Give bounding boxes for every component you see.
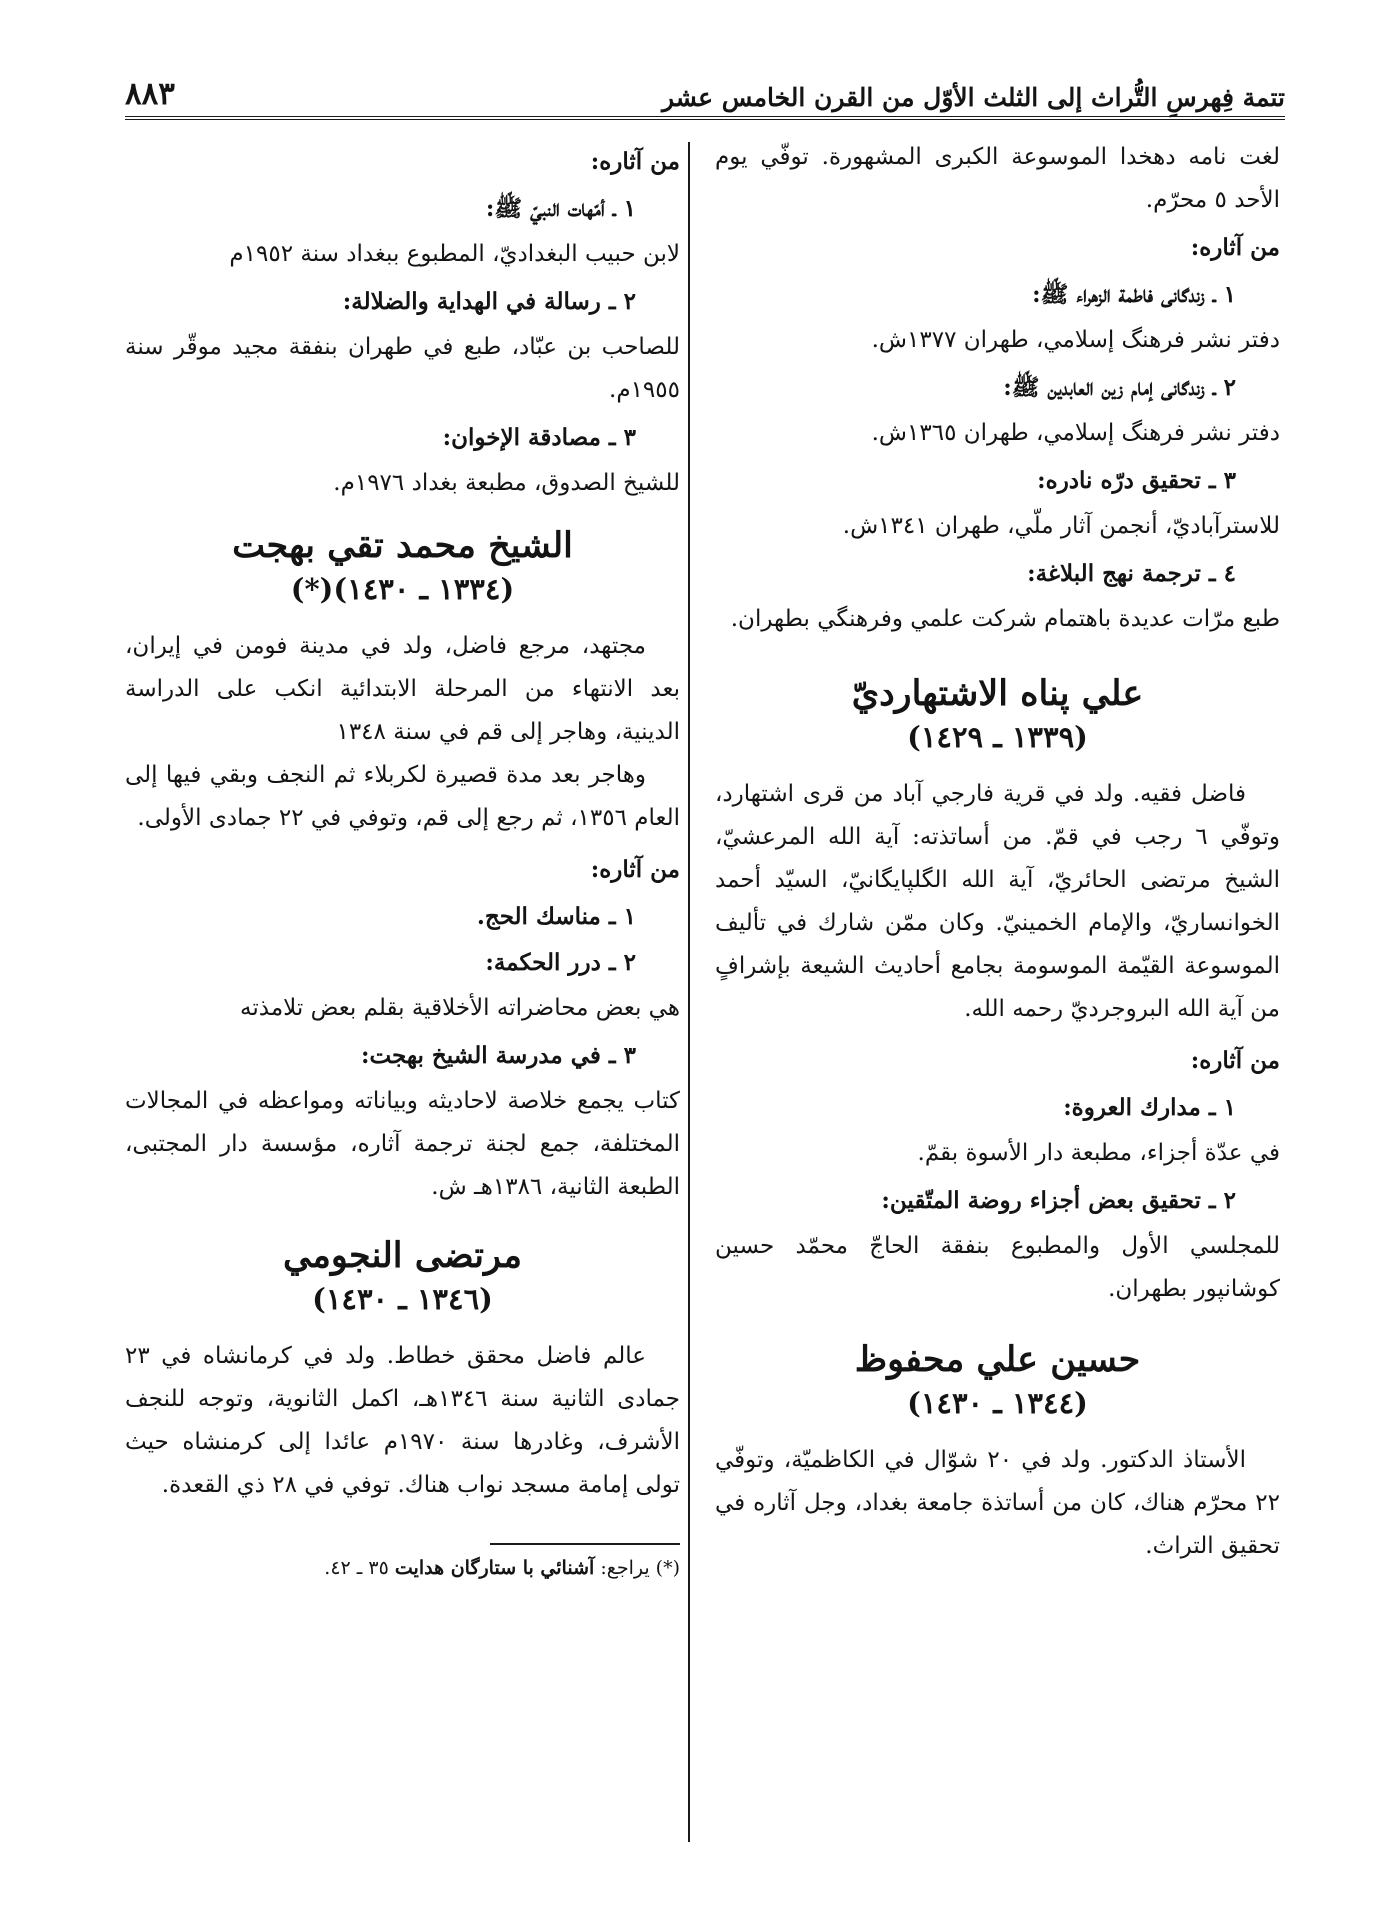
section-title: مرتضى النجومي bbox=[282, 1235, 523, 1276]
work-description: هي بعض محاضراته الأخلاقية بقلم بعض تلامذته bbox=[240, 995, 680, 1021]
work-description: للاسترآباديّ، أنجمن آثار ملّي، طهران ١٣٤١ش. bbox=[842, 513, 1280, 539]
section-title: الشيخ محمد تقي بهجت bbox=[232, 525, 573, 566]
section-dates: (١٣٤٤ ـ ١٤٣٠) bbox=[907, 1386, 1088, 1420]
biography-paragraph: عالم فاضل محقق خطاط. ولد في كرمانشاه في ٢٣ جمادى الثانية سنة ١٣٤٦هـ، اكمل الثانوية، وتوجه للنجف الأشرف، وغادرها سنة ١٩٧٠م عائدا إلى كرمنشاه حيث تولى إمامة مسجد نواب هناك. توفي في ٢٨ ذي القعدة. bbox=[125, 1343, 680, 1498]
work-description: للصاحب بن عبّاد، طبع في طهران بنفقة مجيد موقّر سنة ١٩٥٥م. bbox=[125, 334, 680, 403]
footnote-source: آشنائي با ستارگان هدايت bbox=[394, 1557, 595, 1579]
page-header bbox=[125, 70, 1285, 120]
work-title: ٣ ـ في مدرسة الشيخ بهجت: bbox=[360, 1042, 636, 1069]
section-dates: (١٣٤٦ ـ ١٤٣٠) bbox=[312, 1282, 493, 1316]
column-divider bbox=[688, 142, 690, 1842]
intro-paragraph: لغت نامه دهخدا الموسوعة الكبرى المشهورة. توفّي يوم الأحد ٥ محرّم. bbox=[715, 144, 1280, 213]
page-number: ٨٨٣ bbox=[125, 76, 175, 112]
biography-paragraph: الأستاذ الدكتور. ولد في ٢٠ شوّال في الكاظميّة، وتوفّي ٢٢ محرّم هناك، كان من أساتذة جامعة بغداد، وجل آثاره في تحقيق التراث. bbox=[715, 1447, 1280, 1559]
work-title: ٢ ـ رسالة في الهداية والضلالة: bbox=[342, 288, 636, 315]
work-title: ٣ ـ مصادقة الإخوان: bbox=[442, 424, 636, 451]
works-heading: من آثاره: bbox=[1190, 1047, 1280, 1074]
section-dates: (١٣٣٤ ـ ١٤٣٠)(*) bbox=[290, 572, 515, 606]
footnote bbox=[125, 1553, 680, 1583]
section-dates: (١٣٣٩ ـ ١٤٢٩) bbox=[907, 720, 1088, 754]
work-title: ٢ ـ درر الحكمة: bbox=[485, 949, 636, 976]
work-description: كتاب يجمع خلاصة لاحاديثه وبياناته ومواعظه في المجالات المختلفة، جمع لجنة ترجمة آثاره، مؤسسة دار المجتبى، الطبعة الثانية، ١٣٨٦هـ ش. bbox=[125, 1088, 680, 1200]
biography-paragraph: مجتهد، مرجع فاضل، ولد في مدينة فومن في إيران، بعد الانتهاء من المرحلة الابتدائية انكب على الدراسة الدينية، وهاجر إلى قم في سنة ١٣٤٨ bbox=[125, 633, 680, 745]
works-heading: من آثاره: bbox=[590, 148, 680, 175]
footnote-rule bbox=[490, 1543, 680, 1545]
right-column bbox=[715, 136, 1280, 1568]
work-description: لابن حبيب البغداديّ، المطبوع ببغداد سنة ١٩٥٢م bbox=[229, 241, 680, 267]
work-description: في عدّة أجزاء، مطبعة دار الأسوة بقمّ. bbox=[917, 1140, 1280, 1166]
work-title: ١ ـ أمّهات النبيّ ﷺ: bbox=[485, 195, 636, 222]
running-head: تتمة فِهرسِ التُّراث إلى الثلث الأوّل من القرن الخامس عشر bbox=[661, 83, 1285, 112]
work-title: ١ ـ مدارك العروة: bbox=[1063, 1094, 1236, 1121]
footnote-lead: يراجع: bbox=[600, 1557, 650, 1579]
footnote-pages: ٣٥ ـ ٤٢. bbox=[324, 1557, 389, 1579]
work-title: ٤ ـ ترجمة نهج البلاغة: bbox=[1027, 560, 1236, 587]
works-heading: من آثاره: bbox=[1190, 234, 1280, 261]
work-title: ٢ ـ تحقيق بعض أجزاء روضة المتّقين: bbox=[881, 1187, 1236, 1214]
work-title: ١ ـ مناسك الحج. bbox=[476, 903, 636, 930]
work-description: للمجلسي الأول والمطبوع بنفقة الحاجّ محمّد حسين كوشانپور بطهران. bbox=[715, 1233, 1280, 1302]
work-description: للشيخ الصدوق، مطبعة بغداد ١٩٧٦م. bbox=[333, 470, 680, 496]
left-column bbox=[125, 136, 680, 1583]
work-description: دفتر نشر فرهنگ إسلامي، طهران ١٣٧٧ش. bbox=[871, 327, 1280, 353]
work-description: طبع مرّات عديدة باهتمام شركت علمي وفرهنگي بطهران. bbox=[730, 606, 1280, 632]
biography-paragraph: وهاجر بعد مدة قصيرة لكربلاء ثم النجف وبقي فيها إلى العام ١٣٥٦، ثم رجع إلى قم، وتوفي في ٢٢ جمادى الأولى. bbox=[125, 762, 680, 831]
work-description: دفتر نشر فرهنگ إسلامي، طهران ١٣٦٥ش. bbox=[871, 420, 1280, 446]
section-title: علي پناه الاشتهارديّ bbox=[851, 673, 1144, 714]
works-heading: من آثاره: bbox=[590, 856, 680, 883]
work-title: ٣ ـ تحقيق درّه نادره: bbox=[1037, 467, 1236, 494]
footnote-marker: (*) bbox=[655, 1557, 680, 1579]
section-title: حسين علي محفوظ bbox=[854, 1339, 1141, 1380]
biography-paragraph: فاضل فقيه. ولد في قرية فارجي آباد من قرى اشتهارد، وتوفّي ٦ رجب في قمّ. من أساتذته: آية الله المرعشيّ، الشيخ مرتضى الحائريّ، آية الله الگلپايگانيّ، السيّد أحمد الخوانساريّ، والإمام الخمينيّ. وكان ممّن شارك في تأليف الموسوعة القيّمة الموسومة بجامع أحاديث الشيعة بإشرافٍ من آية الله البروجرديّ رحمه الله. bbox=[715, 781, 1280, 1022]
work-title: ١ ـ زندگانى فاطمة الزهراء ﷺ: bbox=[1032, 281, 1236, 308]
work-title: ٢ ـ زندگانى إمام زين العابدين ﷺ: bbox=[1003, 374, 1236, 401]
